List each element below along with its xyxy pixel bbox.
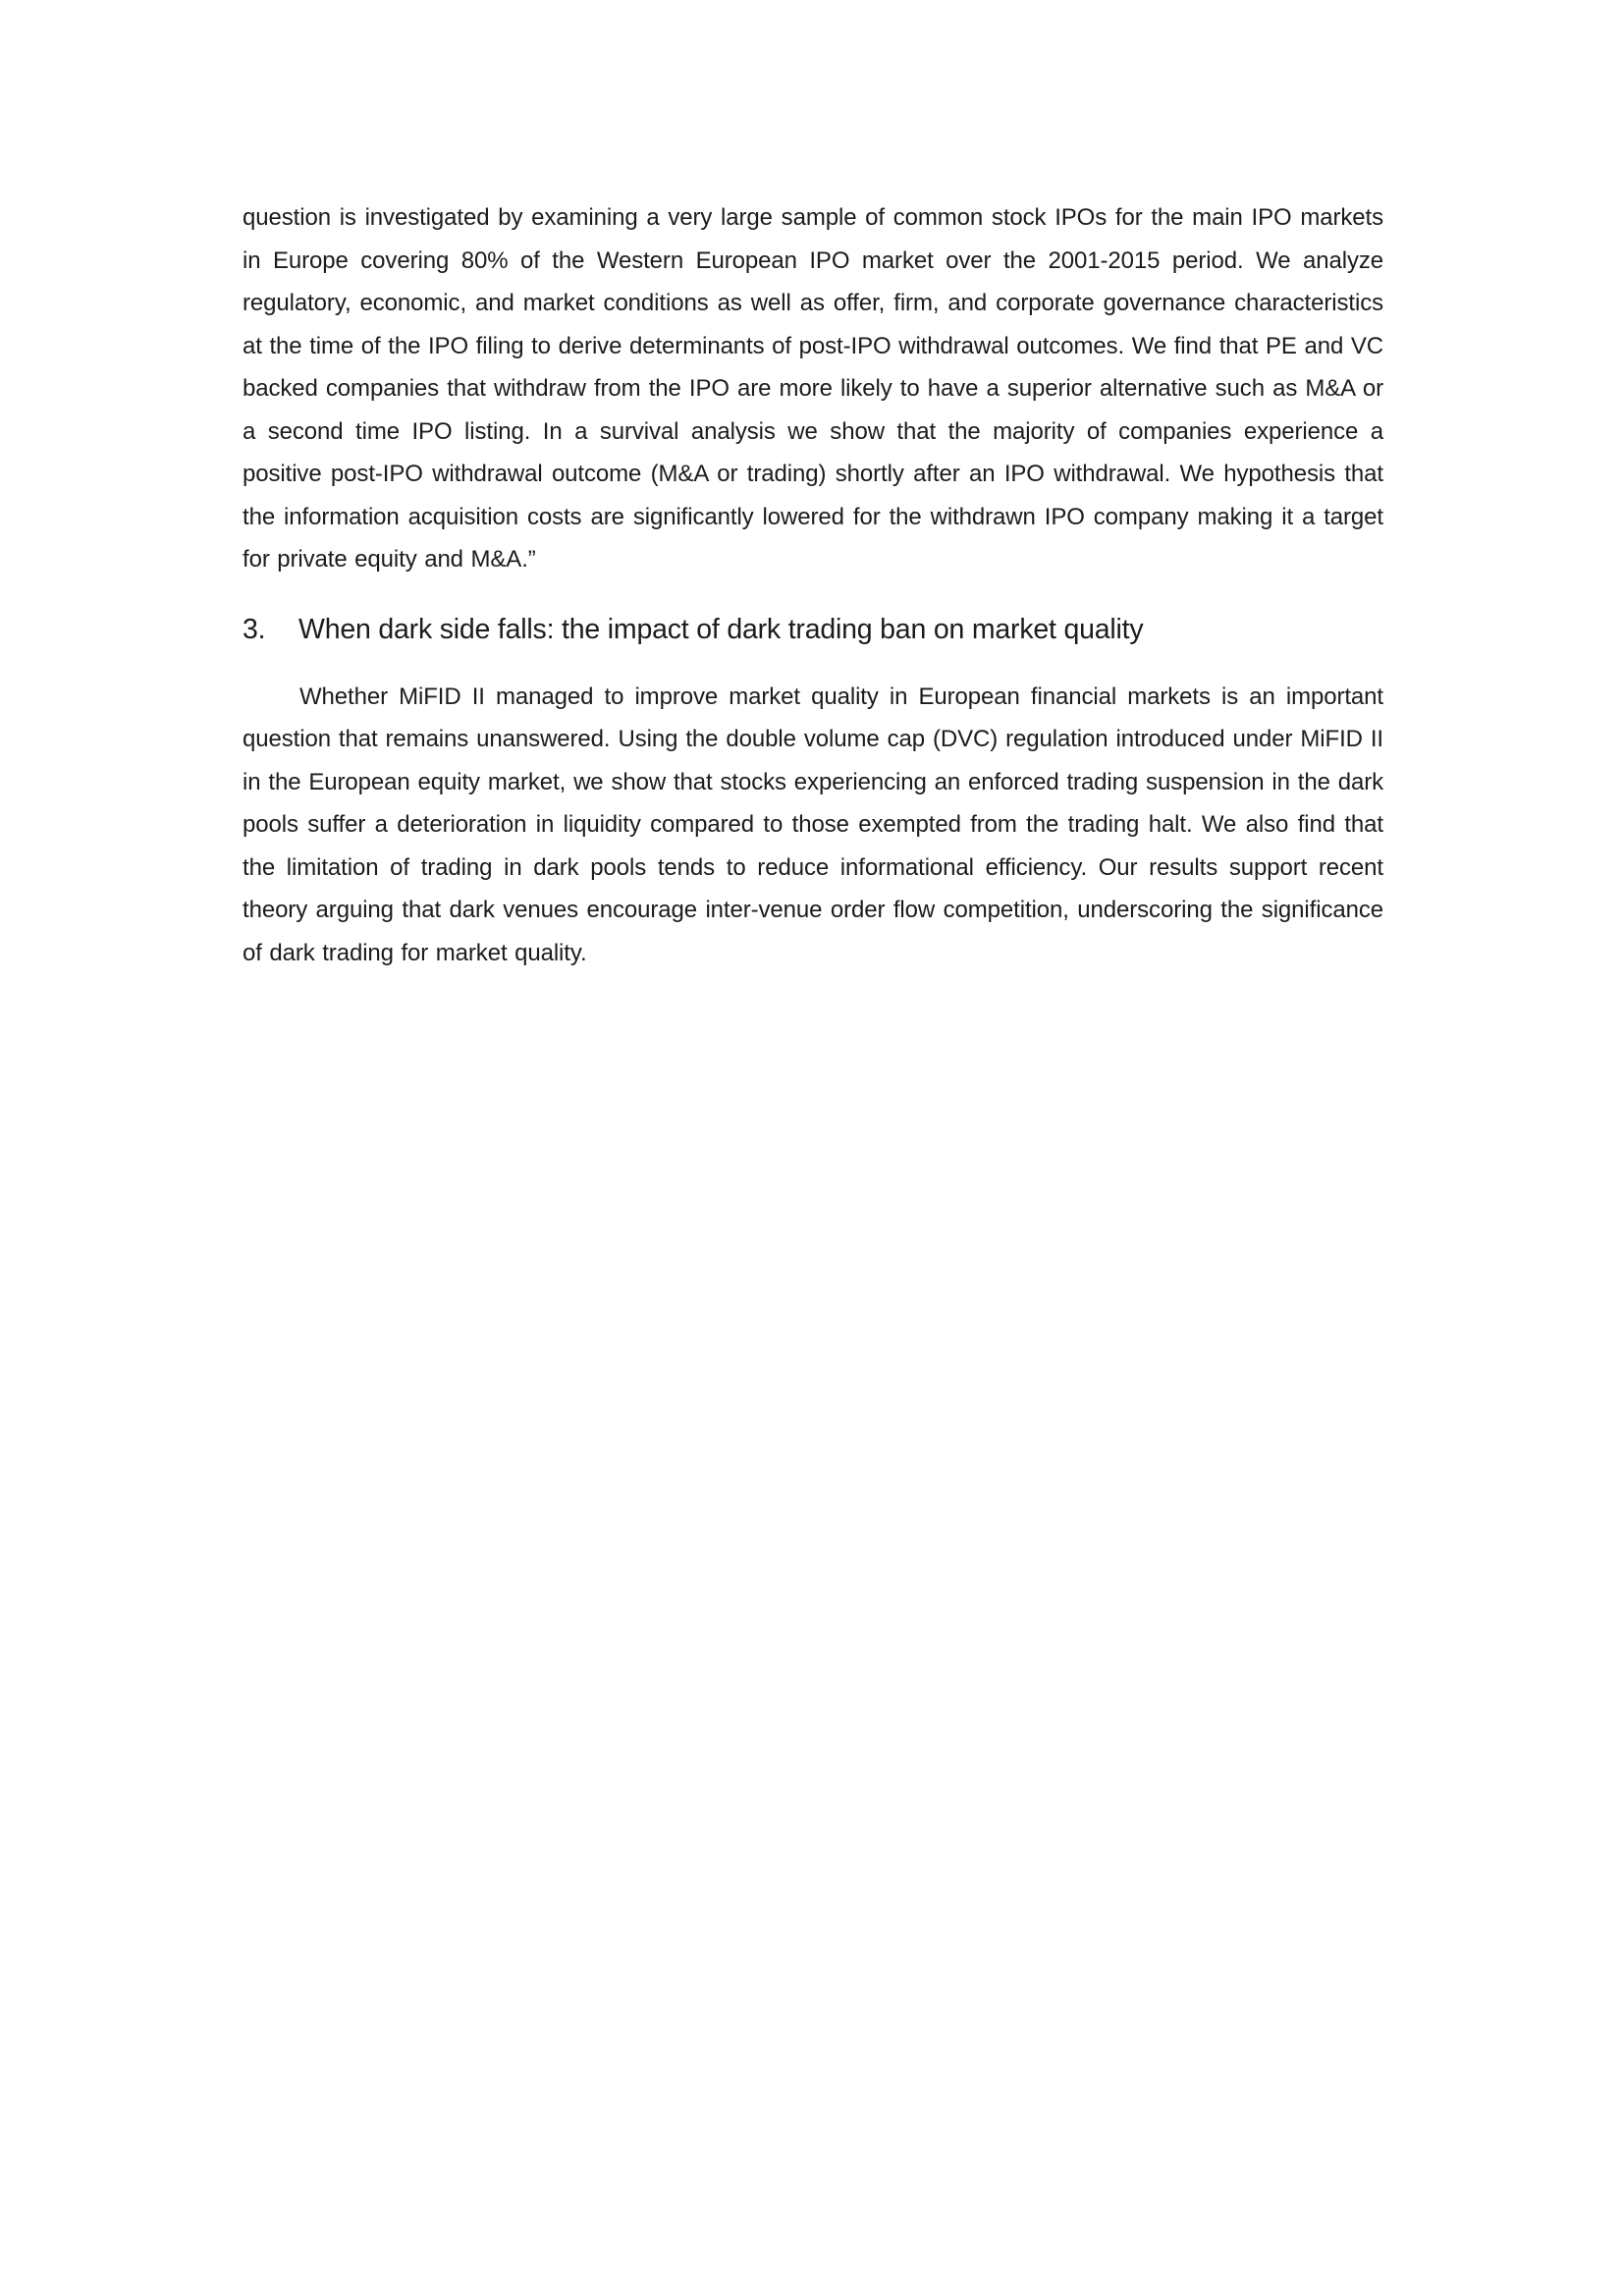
section-heading-3 xyxy=(243,608,1383,651)
section-heading-number: 3. xyxy=(243,613,266,645)
section-heading-title: When dark side falls: the impact of dark trading ban on market quality xyxy=(298,613,1144,645)
paragraph-dark-trading-abstract: Whether MiFID II managed to improve market quality in European financial markets is an important question that remains unanswered. Using the double volume cap (DVC) regulation introduced under MiFID II in the European equity market, we show that stocks experiencing an enforced trading suspension in the dark pools suffer a deterioration in liquidity compared to those exempted from the trading halt. We also find that the limitation of trading in dark pools tends to reduce informational efficiency. Our results support recent theory arguing that dark venues encourage inter-venue order flow competition, underscoring the significance of dark trading for market quality. xyxy=(243,683,1383,966)
page-content xyxy=(243,196,1383,974)
paragraph-ipo-withdrawal-abstract: question is investigated by examining a very large sample of common stock IPOs for the main IPO markets in Europe covering 80% of the Western European IPO market over the 2001-2015 period. We analyze regulatory, economic, and market conditions as well as offer, firm, and corporate governance characteristics at the time of the IPO filing to derive determinants of post-IPO withdrawal outcomes. We find that PE and VC backed companies that withdraw from the IPO are more likely to have a superior alternative such as M&A or a second time IPO listing. In a survival analysis we show that the majority of companies experience a positive post-IPO withdrawal outcome (M&A or trading) shortly after an IPO withdrawal. We hypothesis that the information acquisition costs are significantly lowered for the withdrawn IPO company making it a target for private equity and M&A.” xyxy=(243,204,1383,573)
